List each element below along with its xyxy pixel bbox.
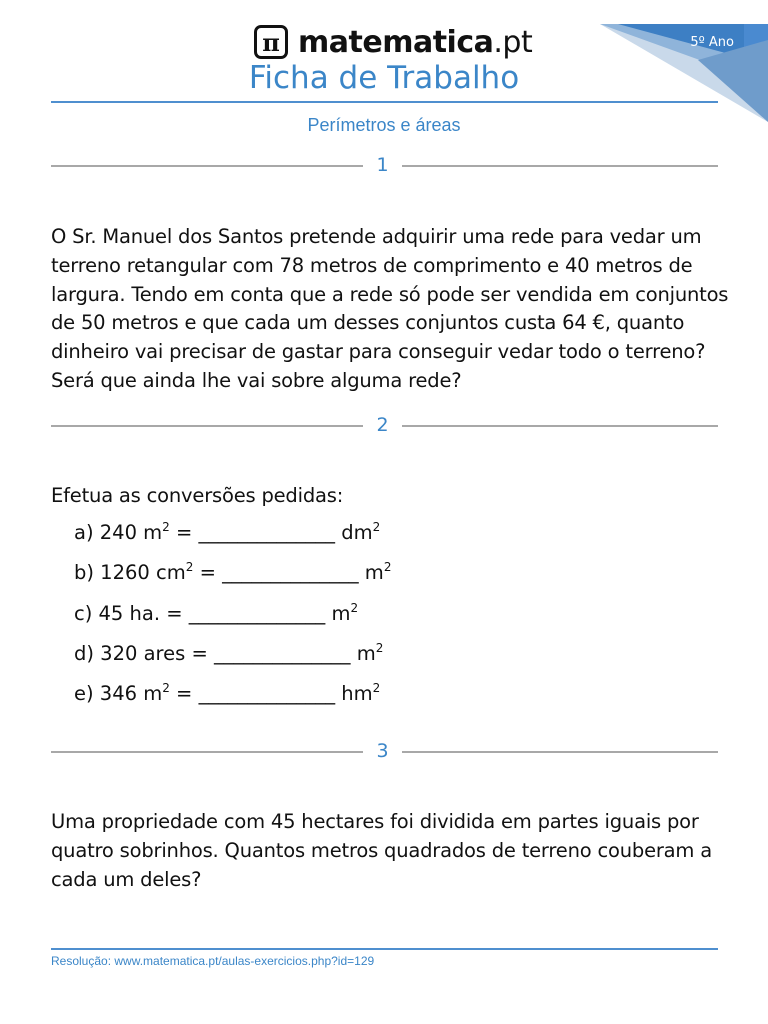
footer-resolution-link[interactable]: Resolução: www.matematica.pt/aulas-exercicios.php?id=129 xyxy=(51,954,375,968)
brand-name-main: matematica xyxy=(298,24,494,60)
brand-name xyxy=(298,25,532,60)
list-item: b) 1260 $cm^2$ = ______________ $m^2$ xyxy=(74,560,392,584)
logo xyxy=(254,22,532,62)
exercise-2-text: Efetua as conversões pedidas: xyxy=(51,484,344,507)
list-item: c) 45 ha. = ______________ $m^2$ xyxy=(74,601,359,625)
page-subtitle: Perímetros e áreas xyxy=(307,115,461,135)
separator-line-right xyxy=(402,165,718,167)
brand-name-tld: .pt xyxy=(493,24,533,60)
page-title: Ficha de Trabalho xyxy=(248,60,520,96)
exercise-1-text: O Sr. Manuel dos Santos pretende adquirir uma rede para vedar um terreno retangular com 78 metros de comprimento e 40 metros de largura. Tendo em conta que a rede só pode ser vendida em conjuntos de 50 metros e que cada um desses conjuntos custa 64 €, quanto dinheiro vai precisar de gastar para conseguir vedar todo o terreno? Será que ainda lhe vai sobre alguma rede? xyxy=(51,225,729,392)
grade-label: 5º Ano xyxy=(690,35,734,50)
list-item: e) 346 $m^2$ = ______________ $hm^2$ xyxy=(74,681,381,705)
list-item: d) 320 ares = ______________ $m^2$ xyxy=(74,641,384,665)
exercise-3-text: Uma propriedade com 45 hectares foi dividida em partes iguais por quatro sobrinhos. Quantos metros quadrados de terreno couberam a cada um deles? xyxy=(51,810,712,891)
separator-line-right xyxy=(402,751,718,753)
separator-line-left xyxy=(51,425,363,427)
separator-line-left xyxy=(51,165,363,167)
footer-divider xyxy=(51,948,718,950)
exercise-number: 1 xyxy=(376,154,389,176)
separator-line-right xyxy=(402,425,718,427)
title-divider xyxy=(51,101,718,103)
list-item: a) 240 $m^2$ = ______________ $dm^2$ xyxy=(74,520,381,544)
exercise-separator-2 xyxy=(51,414,718,438)
exercise-number: 2 xyxy=(376,414,389,436)
exercise-number: 3 xyxy=(376,740,389,762)
pi-logo-icon: π xyxy=(254,25,288,59)
separator-line-left xyxy=(51,751,363,753)
exercise-separator-1 xyxy=(51,154,718,178)
exercise-separator-3 xyxy=(51,740,718,764)
